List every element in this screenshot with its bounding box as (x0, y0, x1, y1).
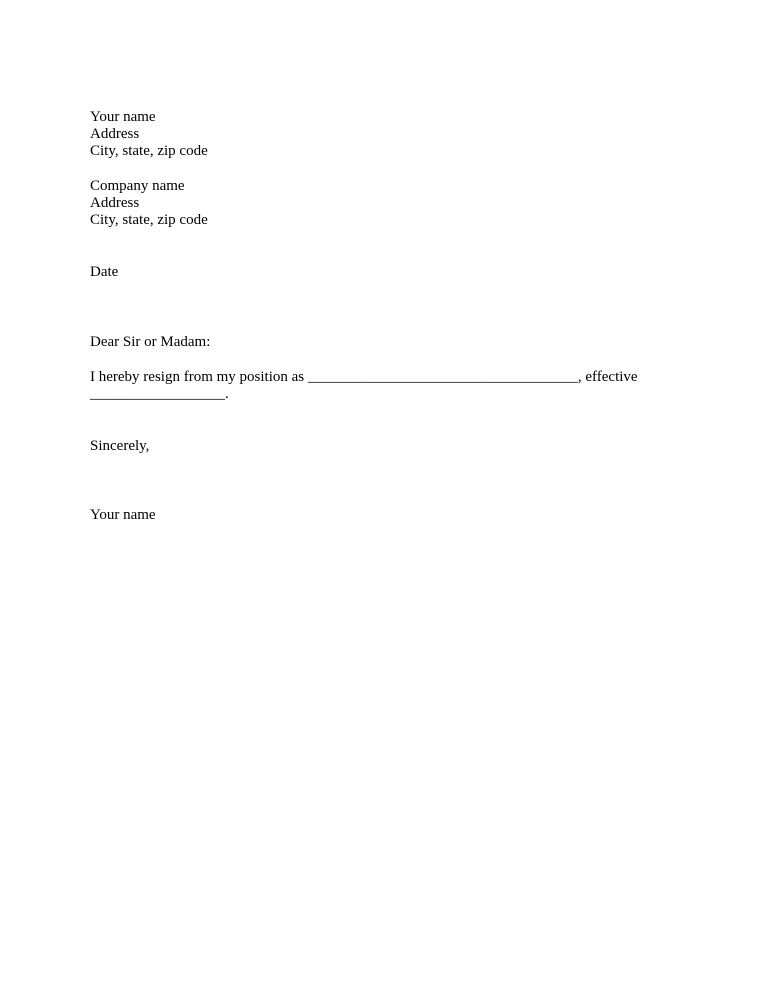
signature-name: Your name (90, 507, 156, 523)
sender-name: Your name (90, 109, 156, 125)
closing: Sincerely, (90, 438, 150, 454)
letter-date: Date (90, 264, 119, 280)
recipient-address: Address (90, 195, 140, 211)
body-line-1: I hereby resign from my position as ____________________________________, effective (90, 369, 638, 385)
sender-address: Address (90, 126, 140, 142)
sender-city-state-zip: City, state, zip code (90, 143, 208, 159)
body-line-2: __________________. (90, 386, 229, 402)
salutation: Dear Sir or Madam: (90, 334, 211, 350)
recipient-city-state-zip: City, state, zip code (90, 212, 208, 228)
recipient-company: Company name (90, 178, 185, 194)
